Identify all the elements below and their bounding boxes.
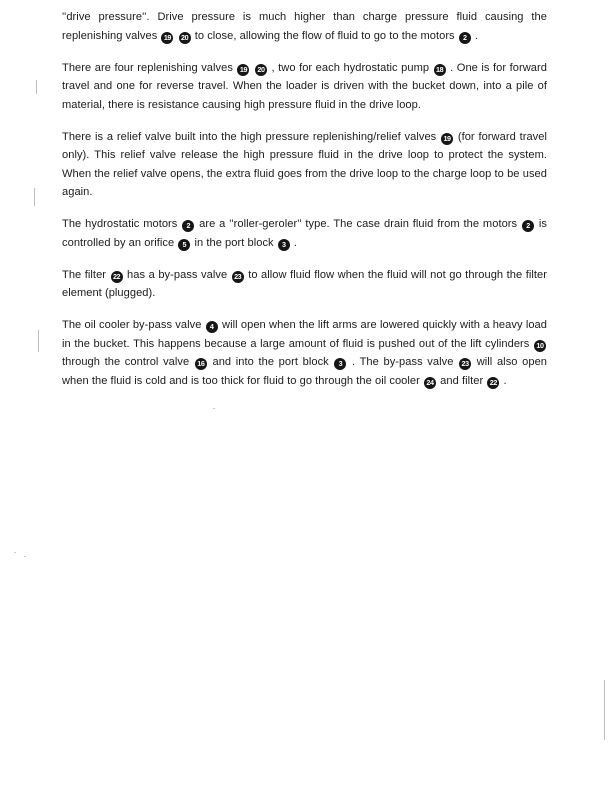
callout-number-badge: 23 — [232, 271, 244, 283]
callout-number-badge: 2 — [182, 220, 194, 232]
paragraph — [62, 316, 547, 390]
callout-number-badge: 3 — [278, 239, 290, 251]
scan-edge-mark — [38, 330, 39, 352]
callout-number-badge: 20 — [179, 32, 191, 44]
scan-edge-mark — [604, 680, 605, 740]
callout-number-badge: 3 — [334, 358, 346, 370]
scan-speck — [14, 552, 16, 553]
paragraph-text: , two for each hydrostatic pump — [267, 61, 433, 74]
paragraph-text: . — [290, 236, 298, 249]
paragraph-text — [250, 62, 254, 74]
callout-number-badge: 22 — [111, 271, 123, 283]
callout-number-badge: 2 — [522, 220, 534, 232]
paragraph — [62, 128, 547, 202]
paragraph-text: ''drive pressure''. Drive pressure is much higher than charge pressure fluid causing the replenishing valves — [62, 11, 547, 42]
paragraph-text: The oil cooler by-pass valve — [62, 319, 205, 331]
callout-number-badge: 4 — [206, 321, 218, 333]
paragraph-text — [174, 30, 177, 42]
paragraph — [62, 59, 547, 115]
paragraph-text: are a ''roller-geroler'' type. The case drain fluid from the motors — [195, 218, 522, 230]
paragraph-text: . — [500, 374, 507, 387]
callout-number-badge: 18 — [434, 64, 446, 76]
callout-number-badge: 19 — [441, 133, 453, 145]
paragraph-text: The filter — [62, 268, 110, 281]
paragraph-text: and filter — [437, 374, 487, 387]
paragraph — [62, 8, 547, 45]
callout-number-badge: 20 — [255, 64, 267, 76]
paragraph-text: has a by-pass valve — [123, 268, 231, 281]
callout-number-badge: 5 — [178, 239, 190, 251]
paragraph-text: . One is for forward travel and one for reverse travel. When the loader is driven with the bucket down, into a pile of material, there is resistance causing high pressure fluid in the drive loop. — [62, 61, 547, 111]
paragraph-text: will open when the lift arms are lowered quickly with a heavy load in the bucket. This happens because a large amount of fluid is pushed out of the lift cylinders — [62, 319, 547, 350]
callout-number-badge: 24 — [424, 377, 436, 389]
paragraph-text: through the control valve — [62, 356, 194, 368]
callout-number-badge: 19 — [161, 32, 173, 44]
scan-edge-mark — [34, 188, 35, 206]
callout-number-badge: 10 — [534, 340, 546, 352]
paragraph-text: The hydrostatic motors — [62, 218, 182, 230]
callout-number-badge: 19 — [237, 64, 249, 76]
paragraph — [62, 266, 547, 303]
callout-number-badge: 16 — [195, 358, 207, 370]
paragraph-text: and into the port block — [207, 356, 334, 368]
paragraph — [62, 215, 547, 252]
paragraph-text: in the port block — [191, 236, 277, 249]
callout-number-badge: 22 — [487, 377, 499, 389]
paragraph-text: There are four replenishing valves — [62, 61, 237, 74]
document-body — [62, 8, 547, 404]
callout-number-badge: 23 — [459, 358, 471, 370]
paragraph-text: will also open when the fluid is cold and is too thick for fluid to go through the oil cooler — [62, 356, 548, 387]
scan-speck — [24, 556, 26, 557]
paragraph-text: to close, allowing the flow of fluid to go to the motors — [191, 29, 458, 42]
scan-edge-mark — [36, 80, 37, 94]
paragraph-text: (for forward travel only). This relief valve release the high pressure fluid in the drive loop to protect the system. When the relief valve opens, the extra fluid goes from the drive loop to the charge loop to be used again. — [62, 130, 547, 198]
paragraph-text: is controlled by an orifice — [62, 218, 547, 249]
scan-speck — [213, 408, 215, 409]
paragraph-text: . The by-pass valve — [347, 356, 459, 368]
callout-number-badge: 2 — [459, 32, 471, 44]
paragraph-text: There is a relief valve built into the high pressure replenishing/relief valves — [62, 130, 441, 143]
paragraph-text: to allow fluid flow when the fluid will not go through the filter element (plugged). — [62, 268, 547, 299]
paragraph-text: . — [471, 29, 479, 42]
